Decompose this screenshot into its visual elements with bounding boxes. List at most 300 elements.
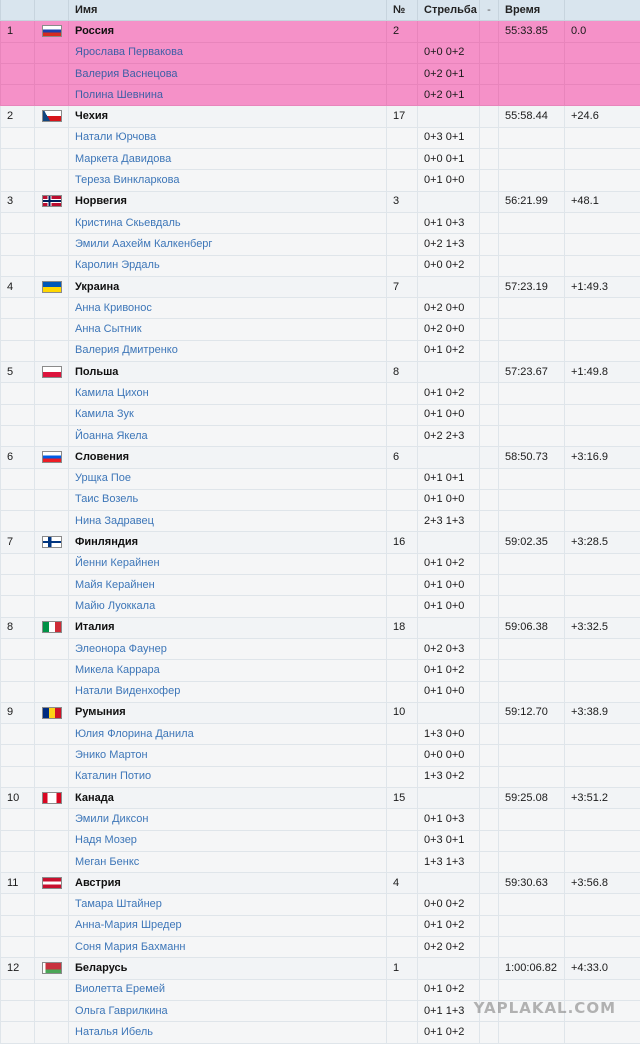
empty-cell [565,809,640,830]
flag-icon [42,195,62,207]
bib-number: 1 [387,958,418,979]
empty-cell [35,575,69,596]
empty-cell [35,766,69,787]
empty-cell [480,766,499,787]
athlete-name-link[interactable]: Натали Виденхофер [69,681,387,702]
team-diff: +3:51.2 [565,787,640,808]
athlete-name-link[interactable]: Камила Цихон [69,383,387,404]
empty-cell [387,660,418,681]
athlete-name-link[interactable]: Майю Луоккала [69,596,387,617]
athlete-row [1,511,640,532]
empty-cell [499,42,565,63]
athlete-row [1,638,640,659]
empty-cell [35,234,69,255]
empty-cell [1,575,35,596]
empty-cell [1,212,35,233]
athlete-name-link[interactable]: Юлия Флорина Данила [69,724,387,745]
empty-cell [565,234,640,255]
athlete-row [1,149,640,170]
sort-spacer-cell [480,191,499,212]
flag-cell [35,617,69,638]
athlete-shooting: 0+2 2+3 [418,425,480,446]
empty-cell [387,766,418,787]
empty-cell [35,979,69,1000]
empty-cell [499,1022,565,1043]
sort-spacer-cell [480,958,499,979]
empty-cell [499,298,565,319]
flag-icon [42,877,62,889]
team-shooting-cell [418,617,480,638]
empty-cell [499,170,565,191]
empty-cell [1,1000,35,1021]
athlete-shooting: 0+1 0+3 [418,809,480,830]
bib-number: 15 [387,787,418,808]
team-row [1,873,640,894]
athlete-name-link[interactable]: Ольга Гаврилкина [69,1000,387,1021]
athlete-name-link[interactable]: Соня Мария Бахманн [69,937,387,958]
team-diff: +3:16.9 [565,447,640,468]
athlete-row [1,298,640,319]
athlete-shooting: 0+0 0+0 [418,745,480,766]
team-time: 55:33.85 [499,21,565,42]
empty-cell [1,468,35,489]
empty-cell [35,894,69,915]
athlete-shooting: 0+1 0+2 [418,660,480,681]
sort-spacer-cell [480,702,499,723]
empty-cell [1,937,35,958]
bib-number: 2 [387,21,418,42]
empty-cell [565,724,640,745]
athlete-name-link[interactable]: Йенни Керайнен [69,553,387,574]
team-name[interactable]: Канада [69,787,387,808]
empty-cell [1,85,35,106]
empty-cell [499,212,565,233]
empty-cell [35,85,69,106]
athlete-row [1,255,640,276]
empty-cell [499,660,565,681]
athlete-name-link[interactable]: Анна Кривонос [69,298,387,319]
athlete-row [1,425,640,446]
athlete-name-link[interactable]: Микела Каррара [69,660,387,681]
athlete-row [1,85,640,106]
empty-cell [480,489,499,510]
empty-cell [565,170,640,191]
empty-cell [1,298,35,319]
empty-cell [480,745,499,766]
team-name[interactable]: Польша [69,362,387,383]
flag-cell [35,873,69,894]
team-row [1,106,640,127]
place-cell: 4 [1,276,35,297]
empty-cell [1,830,35,851]
empty-cell [35,681,69,702]
empty-cell [565,915,640,936]
header-name[interactable]: Имя [69,0,387,21]
athlete-name-link[interactable]: Каталин Потио [69,766,387,787]
athlete-row [1,851,640,872]
bib-number: 10 [387,702,418,723]
empty-cell [35,340,69,361]
empty-cell [480,42,499,63]
athlete-row [1,234,640,255]
athlete-row [1,553,640,574]
team-name[interactable]: Финляндия [69,532,387,553]
empty-cell [480,553,499,574]
place-cell: 8 [1,617,35,638]
athlete-row [1,319,640,340]
empty-cell [387,234,418,255]
empty-cell [387,553,418,574]
bib-number: 4 [387,873,418,894]
empty-cell [387,319,418,340]
bib-number: 16 [387,532,418,553]
empty-cell [35,319,69,340]
athlete-name-link[interactable]: Энико Мартон [69,745,387,766]
empty-cell [499,85,565,106]
team-shooting-cell [418,106,480,127]
athlete-name-link[interactable]: Тамара Штайнер [69,894,387,915]
empty-cell [565,425,640,446]
empty-cell [480,937,499,958]
team-diff: +48.1 [565,191,640,212]
flag-icon [42,707,62,719]
athlete-name-link[interactable]: Тереза Винкларкова [69,170,387,191]
team-time: 59:12.70 [499,702,565,723]
empty-cell [1,1022,35,1043]
empty-cell [1,42,35,63]
header-time[interactable]: Время [499,0,565,21]
empty-cell [387,212,418,233]
athlete-name-link[interactable]: Виолетта Еремей [69,979,387,1000]
athlete-shooting: 0+1 0+0 [418,489,480,510]
empty-cell [499,596,565,617]
empty-cell [565,468,640,489]
athlete-row [1,340,640,361]
empty-cell [499,681,565,702]
athlete-name-link[interactable]: Эмили Диксон [69,809,387,830]
team-name[interactable]: Беларусь [69,958,387,979]
athlete-name-link[interactable]: Полина Шевнина [69,85,387,106]
team-time: 55:58.44 [499,106,565,127]
empty-cell [480,575,499,596]
empty-cell [387,340,418,361]
empty-cell [480,809,499,830]
empty-cell [565,383,640,404]
results-body [1,21,640,1043]
empty-cell [565,638,640,659]
empty-cell [565,511,640,532]
sort-spacer-cell [480,873,499,894]
athlete-name-link[interactable]: Йоанна Якела [69,425,387,446]
empty-cell [387,681,418,702]
empty-cell [1,638,35,659]
athlete-name-link[interactable]: Наталья Ибель [69,1022,387,1043]
athlete-name-link[interactable]: Каролин Эрдаль [69,255,387,276]
athlete-name-link[interactable]: Валерия Дмитренко [69,340,387,361]
empty-cell [387,724,418,745]
flag-cell [35,21,69,42]
empty-cell [35,425,69,446]
empty-cell [1,383,35,404]
team-name[interactable]: Словения [69,447,387,468]
athlete-row [1,681,640,702]
empty-cell [35,553,69,574]
athlete-row [1,468,640,489]
athlete-shooting: 0+0 0+1 [418,149,480,170]
empty-cell [499,830,565,851]
team-row [1,447,640,468]
header-diff [565,0,640,21]
team-shooting-cell [418,702,480,723]
bib-number: 17 [387,106,418,127]
athlete-name-link[interactable]: Натали Юрчова [69,127,387,148]
empty-cell [480,149,499,170]
empty-cell [499,149,565,170]
bib-number: 7 [387,276,418,297]
sort-indicator-icon[interactable]: - [480,0,499,21]
athlete-name-link[interactable]: Меган Бенкс [69,851,387,872]
team-time: 59:02.35 [499,532,565,553]
athlete-name-link[interactable]: Валерия Васнецова [69,63,387,84]
empty-cell [387,830,418,851]
team-name[interactable]: Чехия [69,106,387,127]
empty-cell [499,255,565,276]
sort-spacer-cell [480,276,499,297]
empty-cell [480,319,499,340]
athlete-name-link[interactable]: Кристина Скьевдаль [69,212,387,233]
athlete-name-link[interactable]: Элеонора Фаунер [69,638,387,659]
empty-cell [387,575,418,596]
athlete-shooting: 0+1 0+2 [418,915,480,936]
athlete-row [1,170,640,191]
team-name[interactable]: Италия [69,617,387,638]
athlete-name-link[interactable]: Эмили Аахейм Калкенберг [69,234,387,255]
team-name[interactable]: Румыния [69,702,387,723]
athlete-row [1,127,640,148]
place-cell: 3 [1,191,35,212]
empty-cell [565,212,640,233]
empty-cell [35,809,69,830]
athlete-shooting: 0+1 1+3 [418,1000,480,1021]
team-time: 59:25.08 [499,787,565,808]
team-shooting-cell [418,787,480,808]
flag-cell [35,362,69,383]
team-shooting-cell [418,958,480,979]
header-row [1,0,640,21]
bib-number: 18 [387,617,418,638]
team-time: 58:50.73 [499,447,565,468]
empty-cell [480,511,499,532]
empty-cell [1,766,35,787]
empty-cell [480,851,499,872]
sort-spacer-cell [480,532,499,553]
empty-cell [499,915,565,936]
empty-cell [387,511,418,532]
flag-icon [42,962,62,974]
team-diff: +3:28.5 [565,532,640,553]
empty-cell [565,979,640,1000]
empty-cell [35,149,69,170]
empty-cell [565,255,640,276]
empty-cell [480,681,499,702]
empty-cell [387,489,418,510]
athlete-shooting: 0+1 0+0 [418,404,480,425]
empty-cell [499,425,565,446]
athlete-name-link[interactable]: Ярослава Первакова [69,42,387,63]
sort-spacer-cell [480,106,499,127]
empty-cell [480,1022,499,1043]
empty-cell [387,979,418,1000]
athlete-row [1,596,640,617]
team-diff: +4:33.0 [565,958,640,979]
athlete-row [1,489,640,510]
empty-cell [565,489,640,510]
empty-cell [387,42,418,63]
sort-spacer-cell [480,447,499,468]
empty-cell [499,404,565,425]
flag-cell [35,276,69,297]
athlete-shooting: 0+0 0+2 [418,894,480,915]
place-cell: 1 [1,21,35,42]
athlete-name-link[interactable]: Анна Сытник [69,319,387,340]
athlete-row [1,404,640,425]
empty-cell [565,149,640,170]
empty-cell [565,681,640,702]
empty-cell [387,170,418,191]
empty-cell [565,766,640,787]
athlete-row [1,383,640,404]
athlete-shooting: 0+1 0+0 [418,681,480,702]
place-cell: 11 [1,873,35,894]
flag-icon [42,110,62,122]
athlete-name-link[interactable]: Нина Задравец [69,511,387,532]
athlete-shooting: 0+1 0+1 [418,468,480,489]
empty-cell [480,170,499,191]
athlete-name-link[interactable]: Надя Мозер [69,830,387,851]
empty-cell [480,724,499,745]
empty-cell [35,851,69,872]
empty-cell [387,255,418,276]
empty-cell [565,340,640,361]
watermark: YAPLAKAL.COM [474,999,616,1017]
empty-cell [35,489,69,510]
athlete-row [1,915,640,936]
athlete-row [1,766,640,787]
athlete-row [1,63,640,84]
athlete-shooting: 0+0 0+2 [418,255,480,276]
flag-icon [42,621,62,633]
sort-spacer-cell [480,787,499,808]
empty-cell [480,85,499,106]
empty-cell [499,937,565,958]
empty-cell [499,319,565,340]
empty-cell [1,745,35,766]
empty-cell [35,596,69,617]
empty-cell [1,489,35,510]
athlete-shooting: 0+2 0+1 [418,63,480,84]
team-diff: +1:49.3 [565,276,640,297]
empty-cell [499,511,565,532]
empty-cell [1,894,35,915]
athlete-name-link[interactable]: Урщка Пое [69,468,387,489]
athlete-shooting: 0+1 0+0 [418,575,480,596]
empty-cell [387,85,418,106]
flag-cell [35,447,69,468]
team-shooting-cell [418,447,480,468]
athlete-shooting: 0+2 0+0 [418,319,480,340]
team-row [1,191,640,212]
empty-cell [35,830,69,851]
team-name[interactable]: Россия [69,21,387,42]
place-cell: 2 [1,106,35,127]
athlete-name-link[interactable]: Маркета Давидова [69,149,387,170]
empty-cell [480,63,499,84]
athlete-name-link[interactable]: Таис Возель [69,489,387,510]
empty-cell [565,830,640,851]
team-row [1,21,640,42]
athlete-shooting: 0+1 0+0 [418,596,480,617]
header-flag [35,0,69,21]
flag-icon [42,451,62,463]
header-number[interactable]: № [387,0,418,21]
empty-cell [499,809,565,830]
team-row [1,532,640,553]
empty-cell [499,724,565,745]
athlete-row [1,1022,640,1043]
empty-cell [387,149,418,170]
empty-cell [480,894,499,915]
athlete-row [1,724,640,745]
athlete-shooting: 0+0 0+2 [418,42,480,63]
team-name[interactable]: Австрия [69,873,387,894]
team-time: 1:00:06.82 [499,958,565,979]
athlete-shooting: 1+3 0+2 [418,766,480,787]
sort-spacer-cell [480,362,499,383]
athlete-row [1,212,640,233]
empty-cell [499,766,565,787]
athlete-name-link[interactable]: Камила Зук [69,404,387,425]
team-time: 59:06.38 [499,617,565,638]
empty-cell [480,298,499,319]
header-shooting[interactable]: Стрельба [418,0,480,21]
team-time: 59:30.63 [499,873,565,894]
empty-cell [565,745,640,766]
empty-cell [35,724,69,745]
athlete-row [1,830,640,851]
empty-cell [480,638,499,659]
team-diff: +3:38.9 [565,702,640,723]
empty-cell [565,298,640,319]
athlete-name-link[interactable]: Майя Керайнен [69,575,387,596]
empty-cell [387,638,418,659]
team-name[interactable]: Норвегия [69,191,387,212]
flag-cell [35,787,69,808]
place-cell: 12 [1,958,35,979]
place-cell: 6 [1,447,35,468]
place-cell: 7 [1,532,35,553]
athlete-name-link[interactable]: Анна-Мария Шредер [69,915,387,936]
empty-cell [480,468,499,489]
empty-cell [35,170,69,191]
bib-number: 3 [387,191,418,212]
empty-cell [35,63,69,84]
team-name[interactable]: Украина [69,276,387,297]
empty-cell [35,42,69,63]
empty-cell [387,468,418,489]
empty-cell [480,915,499,936]
empty-cell [387,851,418,872]
flag-cell [35,532,69,553]
